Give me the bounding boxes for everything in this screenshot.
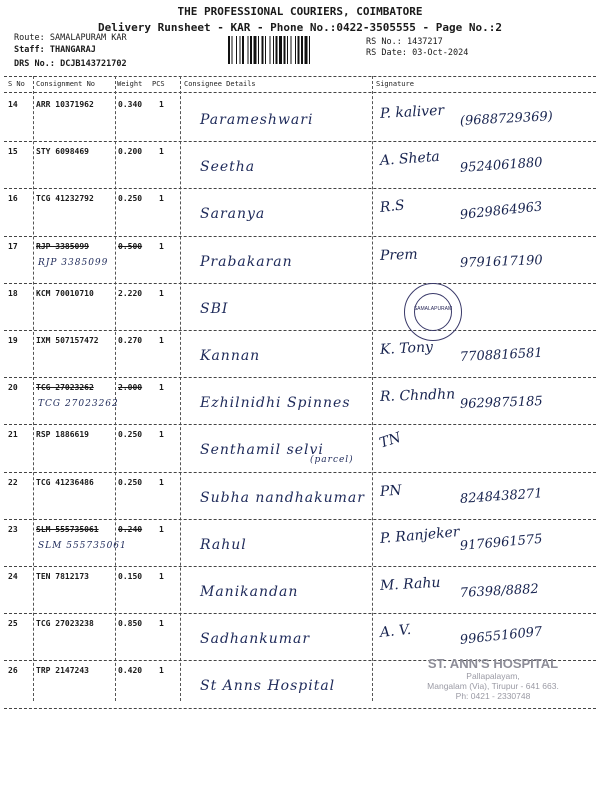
table-top-rule xyxy=(4,76,596,77)
barcode-bar xyxy=(248,36,249,64)
hospital-stamp-line2: Mangalam (Via), Tirupur - 641 663. xyxy=(427,681,559,691)
row-weight: 0.150 xyxy=(118,572,143,581)
row-weight: 0.850 xyxy=(118,619,143,629)
barcode-bar xyxy=(305,36,308,64)
runsheet-title: Delivery Runsheet - KAR - Phone No.:0422-3505555 - Page No.:2 xyxy=(98,21,502,34)
row-signature-phone: 8248438271 xyxy=(459,485,544,507)
barcode-bar xyxy=(228,36,230,64)
route-value: SAMALAPURAM KAR xyxy=(49,33,127,43)
barcode-bar xyxy=(279,36,282,64)
row-pcs: 1 xyxy=(159,383,164,393)
row-separator xyxy=(4,236,596,237)
row-consignee-handwritten: Seetha xyxy=(200,159,256,176)
col-header-pcs: PCS xyxy=(152,80,165,88)
row-separator xyxy=(4,519,596,520)
row-consignment-no: SLM 555735061 xyxy=(36,524,99,534)
row-pcs: 1 xyxy=(159,477,164,487)
drs-label: DRS No.: xyxy=(14,59,55,69)
col-header-weight: Weight xyxy=(117,80,143,88)
rs-no-line xyxy=(366,37,443,47)
row-consignee-handwritten: Prabakaran xyxy=(200,253,293,270)
row-sno: 25 xyxy=(8,619,18,629)
row-sno: 22 xyxy=(8,477,18,487)
row-separator xyxy=(4,566,596,567)
row-consignment-no: TCG 41232792 xyxy=(36,194,94,204)
row-signature-phone: 9176961575 xyxy=(459,531,544,554)
row-consignment-no: TCG 27023238 xyxy=(36,619,94,629)
barcode-bar xyxy=(262,36,264,64)
staff-label: Staff: xyxy=(14,45,45,55)
row-separator xyxy=(4,424,596,425)
barcode-bar xyxy=(309,36,310,64)
rs-no-value: 1437217 xyxy=(406,37,443,47)
row-consignee-handwritten: Rahul xyxy=(200,536,247,553)
route-label: Route: xyxy=(14,33,45,43)
row-weight: 0.200 xyxy=(118,147,143,157)
route-line xyxy=(14,33,127,43)
row-consignment-no: IXM 507157472 xyxy=(36,336,99,345)
barcode-bar xyxy=(270,36,271,64)
row-signature: P. kaliver xyxy=(379,102,445,122)
barcode-bar xyxy=(240,36,241,64)
rs-no-label: RS No.: xyxy=(366,37,402,47)
row-signature-phone: 7708816581 xyxy=(459,345,543,365)
row-consignee-handwritten: Parameshwari xyxy=(200,112,314,128)
sbi-seal-text: SAMALAPURAM xyxy=(413,306,453,312)
barcode-bar xyxy=(291,36,292,64)
col-header-consignee: Consignee Details xyxy=(184,80,256,88)
row-sno: 16 xyxy=(8,194,18,204)
row-sno: 14 xyxy=(8,100,18,109)
row-sno: 19 xyxy=(8,336,18,345)
barcode xyxy=(228,36,360,64)
row-consignment-no: TCG 41236486 xyxy=(36,477,94,487)
row-separator xyxy=(4,377,596,378)
rs-date-line xyxy=(366,48,468,58)
row-consignee-handwritten: SBI xyxy=(200,300,229,317)
column-divider xyxy=(180,76,181,701)
row-separator xyxy=(4,283,596,284)
row-signature-phone: 9629875185 xyxy=(459,394,543,413)
barcode-bar xyxy=(236,36,237,64)
row-consignee-handwritten: St Anns Hospital xyxy=(200,678,336,695)
row-handwritten-consignment: TCG 27023262 xyxy=(38,399,119,410)
row-signature: R.S xyxy=(379,197,406,217)
row-consignee-note: (parcel) xyxy=(310,455,354,466)
row-signature-phone: 9629864963 xyxy=(459,199,544,224)
row-pcs: 1 xyxy=(159,572,164,581)
hospital-stamp-line3: Ph: 0421 - 2330748 xyxy=(455,691,531,701)
row-sno: 26 xyxy=(8,666,18,676)
row-pcs: 1 xyxy=(159,666,164,676)
row-sno: 15 xyxy=(8,147,18,157)
barcode-bar xyxy=(258,36,259,64)
rs-date-value: 03-Oct-2024 xyxy=(412,48,469,58)
row-separator xyxy=(4,141,596,142)
row-pcs: 1 xyxy=(159,288,164,298)
barcode-bar xyxy=(250,36,252,64)
drs-line xyxy=(14,59,127,69)
row-weight: 0.340 xyxy=(118,100,143,109)
row-consignment-no: TRP 2147243 xyxy=(36,666,89,676)
barcode-bar xyxy=(301,36,303,64)
row-sno: 20 xyxy=(8,383,18,393)
row-pcs: 1 xyxy=(159,241,164,251)
row-signature: A. Sheta xyxy=(379,149,441,170)
column-divider xyxy=(372,76,373,701)
row-consignee-handwritten: Senthamil selvi xyxy=(200,442,324,459)
row-signature: K. Tony xyxy=(379,339,434,358)
row-consignment-no: KCM 70010710 xyxy=(36,288,94,298)
row-signature-phone: 9965516097 xyxy=(459,624,544,649)
column-divider xyxy=(115,76,116,701)
row-pcs: 1 xyxy=(159,194,164,204)
row-weight: 0.240 xyxy=(118,524,143,534)
row-separator xyxy=(4,188,596,189)
row-handwritten-consignment: RJP 3385099 xyxy=(38,257,109,268)
row-signature-phone: (9688729369) xyxy=(459,109,554,129)
row-consignment-no: STY 6098469 xyxy=(36,147,89,157)
row-weight: 0.250 xyxy=(118,194,143,204)
row-signature: TN xyxy=(377,430,404,452)
row-consignment-no: ARR 10371962 xyxy=(36,100,94,109)
col-header-consignment: Consignment No xyxy=(36,80,96,88)
row-pcs: 1 xyxy=(159,100,164,109)
row-consignment-no: RSP 1886619 xyxy=(36,430,89,440)
row-consignee-handwritten: Kannan xyxy=(200,348,261,364)
row-consignee-handwritten: Sadhankumar xyxy=(200,631,311,648)
staff-line xyxy=(14,45,96,55)
barcode-bar xyxy=(284,36,286,64)
row-weight: 0.500 xyxy=(118,241,143,251)
col-header-sno: S No xyxy=(8,80,25,88)
row-consignee-handwritten: Ezhilnidhi Spinnes xyxy=(200,395,351,412)
drs-value: DCJB143721702 xyxy=(60,59,127,69)
row-sno: 21 xyxy=(8,430,18,440)
barcode-bar xyxy=(298,36,300,64)
sbi-seal-stamp xyxy=(404,283,462,341)
row-signature-phone: 76398/8882 xyxy=(459,581,540,601)
rs-date-label: RS Date: xyxy=(366,48,407,58)
row-consignment-no: TCG 27023262 xyxy=(36,383,94,393)
hospital-stamp-line1: Pallapalayam, xyxy=(466,671,520,681)
row-sno: 18 xyxy=(8,288,18,298)
sbi-seal-inner-ring xyxy=(414,293,452,331)
hospital-stamp xyxy=(398,656,588,701)
row-handwritten-consignment: SLM 555735061 xyxy=(38,540,127,551)
row-signature: M. Rahu xyxy=(379,574,441,594)
row-sno: 17 xyxy=(8,241,18,251)
barcode-bar xyxy=(295,36,296,64)
row-weight: 2.220 xyxy=(118,288,143,298)
row-weight: 0.250 xyxy=(118,430,143,440)
header-bottom-rule xyxy=(4,92,596,93)
row-signature-phone: 9791617190 xyxy=(459,252,543,271)
barcode-bar xyxy=(287,36,288,64)
row-signature-phone: 9524061880 xyxy=(459,155,544,177)
row-consignment-no: TEN 7812173 xyxy=(36,572,89,581)
row-signature: P. Ranjeker xyxy=(379,523,461,547)
row-weight: 2.000 xyxy=(118,383,143,393)
barcode-bar xyxy=(254,36,257,64)
row-consignment-no: RJP 3385099 xyxy=(36,241,89,251)
row-consignee-handwritten: Subha nandhakumar xyxy=(200,489,365,506)
row-separator xyxy=(4,613,596,614)
company-title: THE PROFESSIONAL COURIERS, COIMBATORE xyxy=(177,5,423,18)
barcode-bar xyxy=(265,36,266,64)
row-weight: 0.420 xyxy=(118,666,143,676)
row-signature: Prem xyxy=(379,246,418,264)
row-sno: 24 xyxy=(8,572,18,581)
col-header-signature: Signature xyxy=(376,80,414,88)
row-pcs: 1 xyxy=(159,524,164,534)
row-weight: 0.270 xyxy=(118,336,143,345)
row-pcs: 1 xyxy=(159,147,164,157)
barcode-bar xyxy=(242,36,244,64)
hospital-stamp-name: ST. ANN'S HOSPITAL xyxy=(427,656,559,671)
row-consignee-handwritten: Manikandan xyxy=(200,584,299,600)
row-signature: R. Chndhn xyxy=(379,386,456,406)
staff-value: THANGARAJ xyxy=(49,45,96,55)
row-pcs: 1 xyxy=(159,336,164,345)
barcode-bar xyxy=(273,36,274,64)
row-separator xyxy=(4,708,596,709)
row-separator xyxy=(4,472,596,473)
row-weight: 0.250 xyxy=(118,477,143,487)
row-separator xyxy=(4,330,596,331)
row-pcs: 1 xyxy=(159,619,164,629)
row-consignee-handwritten: Saranya xyxy=(200,206,266,223)
column-divider xyxy=(33,76,34,701)
barcode-bar xyxy=(276,36,278,64)
row-sno: 23 xyxy=(8,524,18,534)
barcode-bar xyxy=(232,36,233,64)
row-pcs: 1 xyxy=(159,430,164,440)
row-signature: PN xyxy=(379,482,403,500)
row-signature: A. V. xyxy=(379,621,412,642)
